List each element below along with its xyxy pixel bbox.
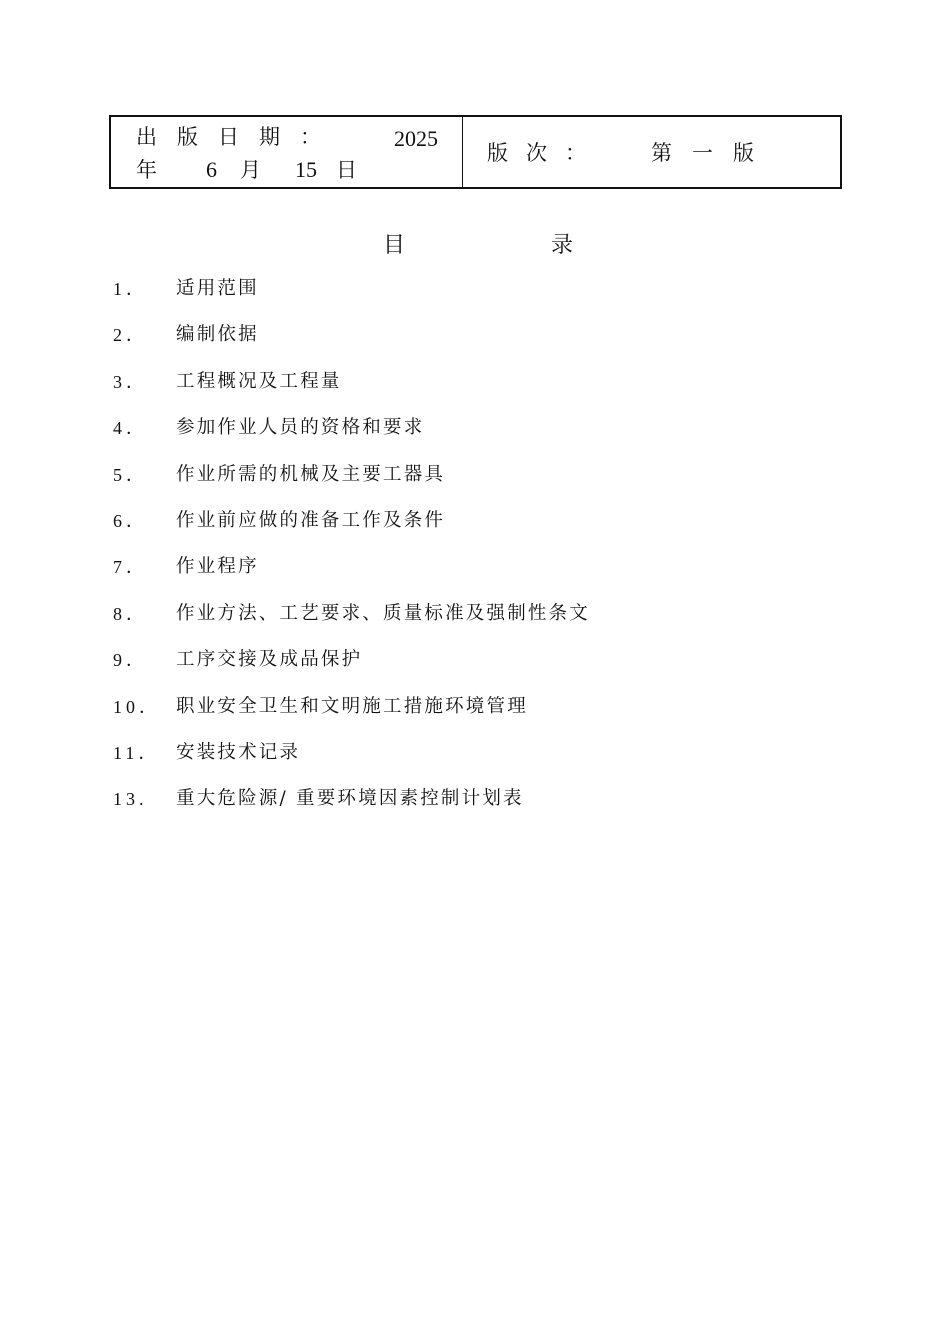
publication-date-rest [136, 159, 357, 181]
toc-item-number: 3． [113, 371, 148, 392]
toc-item-text: 作业前应做的准备工作及条件 [176, 509, 446, 531]
toc-title-right: 录 [550, 233, 573, 258]
toc-item-text: 适用范围 [176, 278, 259, 299]
publication-date-year: 2025 [394, 126, 438, 151]
toc-title [383, 235, 573, 257]
toc-item[interactable] [113, 278, 590, 324]
toc-item[interactable] [113, 324, 590, 370]
toc-item-number: 2． [113, 325, 148, 346]
toc-item[interactable] [113, 696, 590, 742]
toc-item-text: 作业程序 [176, 556, 259, 578]
edition-label: 版次： [487, 141, 604, 165]
toc-item-number: 11． [113, 742, 161, 763]
toc-title-left: 目 [383, 233, 406, 258]
edition-cell [463, 117, 840, 187]
toc-item-number: 10． [113, 696, 161, 717]
edition-value: 第一版 [651, 141, 774, 165]
toc-item-text: 参加作业人员的资格和要求 [176, 417, 425, 439]
toc-item-text: 作业方法、工艺要求、质量标准及强制性条文 [176, 602, 591, 624]
toc-item[interactable] [113, 510, 590, 556]
toc-item-text: 安装技术记录 [176, 741, 301, 763]
toc-item-text: 工序交接及成品保护 [176, 649, 363, 671]
toc-item-number: 5． [113, 464, 148, 485]
toc-item-text: 职业安全卫生和文明施工措施环境管理 [176, 695, 528, 717]
toc-item[interactable] [113, 603, 590, 649]
toc-item-number: 8． [113, 603, 148, 624]
toc-item[interactable] [113, 371, 590, 417]
toc-item-text: 重大危险源/ 重要环境因素控制计划表 [176, 788, 524, 810]
toc-item-number: 4． [113, 418, 148, 439]
month-value: 6 [206, 157, 217, 182]
toc-item-number: 7． [113, 557, 148, 578]
toc-item[interactable] [113, 417, 590, 463]
toc-item[interactable] [113, 742, 590, 788]
toc-item[interactable] [113, 649, 590, 695]
toc-item-number: 13. [113, 789, 148, 810]
toc-item-text: 编制依据 [176, 324, 259, 346]
toc-item[interactable] [113, 788, 590, 834]
toc-item-text: 工程概况及工程量 [176, 370, 342, 392]
toc-list [113, 278, 590, 835]
toc-item-text: 作业所需的机械及主要工器具 [176, 463, 446, 485]
toc-item-number: 1． [113, 279, 148, 299]
toc-item[interactable] [113, 556, 590, 602]
day-char: 日 [336, 158, 357, 182]
publication-date-cell [111, 117, 463, 187]
toc-item-number: 6． [113, 510, 148, 531]
publication-info-table [109, 115, 842, 189]
day-value: 15 [295, 157, 317, 182]
toc-item-number: 9． [113, 650, 148, 671]
toc-item[interactable] [113, 464, 590, 510]
year-char: 年 [136, 158, 157, 182]
publication-date-label: 出版日期： [136, 125, 341, 149]
month-char: 月 [240, 158, 261, 182]
